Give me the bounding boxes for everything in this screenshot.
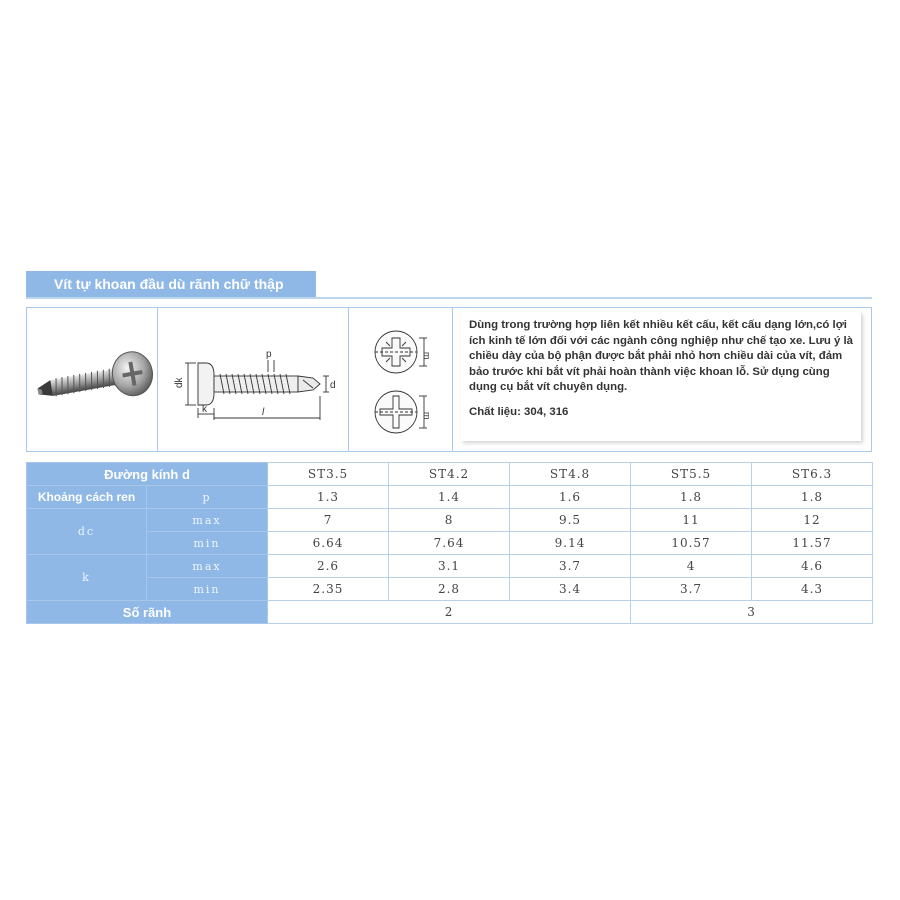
value-cell: 2.6 — [268, 555, 389, 578]
label-l: l — [262, 407, 265, 418]
value-cell: 11 — [631, 509, 752, 532]
value-cell: 7 — [268, 509, 389, 532]
value-cell: 1.8 — [752, 486, 873, 509]
size-cell: ST5.5 — [631, 463, 752, 486]
side-drawing — [158, 308, 349, 451]
pitch-label: Khoảng cách ren — [27, 486, 147, 509]
table-row — [27, 601, 873, 624]
value-cell: 9.14 — [510, 532, 631, 555]
size-cell: ST4.8 — [510, 463, 631, 486]
pitch-sub: p — [147, 486, 268, 509]
description-cell — [453, 308, 871, 451]
value-cell: 1.6 — [510, 486, 631, 509]
label-k: k — [202, 404, 207, 415]
table-row — [27, 486, 873, 509]
k-min-sub: min — [147, 578, 268, 601]
table-row — [27, 463, 873, 486]
value-cell: 2 — [268, 601, 631, 624]
value-cell: 3.7 — [510, 555, 631, 578]
value-cell: 1.4 — [389, 486, 510, 509]
description-text: Dùng trong trường hợp liên kết nhiều kết cấu, kết cấu dạng lớn,có lợi ích kinh tế lớn đối với các ngành công nghiệp như chế tạo xe. Lưu ý là chiều dày của bộ phận được bắt phải nhỏ hơn chiều dài của vít, đảm bảo trước khi bắt vít phải hoàn thành việc khoan lỗ. Sử dụng cùng dụng cụ bắt vít chuyên dụng. — [469, 319, 853, 393]
k-max-sub: max — [147, 555, 268, 578]
value-cell: 2.35 — [268, 578, 389, 601]
figure-row — [26, 307, 872, 452]
screw-head-drawing-icon — [349, 308, 452, 451]
value-cell: 10.57 — [631, 532, 752, 555]
value-cell: 6.64 — [268, 532, 389, 555]
value-cell: 3.1 — [389, 555, 510, 578]
value-cell: 7.64 — [389, 532, 510, 555]
dc-max-sub: max — [147, 509, 268, 532]
section-title: Vít tự khoan đầu dù rãnh chữ thập — [26, 271, 316, 298]
table-row — [27, 555, 873, 578]
value-cell: 2.8 — [389, 578, 510, 601]
size-cell: ST3.5 — [268, 463, 389, 486]
value-cell: 4.6 — [752, 555, 873, 578]
screw-photo — [27, 308, 158, 451]
screw-photo-icon — [27, 308, 157, 451]
label-p: p — [266, 349, 272, 360]
label-m-bottom: m — [422, 412, 432, 420]
value-cell: 3.7 — [631, 578, 752, 601]
table-row — [27, 532, 873, 555]
k-label: k — [27, 555, 147, 601]
value-cell: 8 — [389, 509, 510, 532]
value-cell: 9.5 — [510, 509, 631, 532]
value-cell: 1.3 — [268, 486, 389, 509]
dc-label: dc — [27, 509, 147, 555]
description-box — [461, 312, 861, 441]
head-drawing — [349, 308, 453, 451]
dc-min-sub: min — [147, 532, 268, 555]
table-row — [27, 578, 873, 601]
screw-side-drawing-icon — [158, 308, 348, 451]
size-cell: ST4.2 — [389, 463, 510, 486]
table-row — [27, 509, 873, 532]
value-cell: 4.3 — [752, 578, 873, 601]
label-m-top: m — [422, 352, 432, 360]
value-cell: 3.4 — [510, 578, 631, 601]
title-divider — [26, 297, 872, 299]
material-text: Chất liệu: 304, 316 — [469, 405, 569, 418]
label-d: d — [330, 380, 336, 391]
value-cell: 4 — [631, 555, 752, 578]
spec-table — [26, 462, 873, 624]
label-dk: dk — [174, 377, 185, 388]
slots-label: Số rãnh — [27, 601, 268, 624]
value-cell: 1.8 — [631, 486, 752, 509]
value-cell: 12 — [752, 509, 873, 532]
value-cell: 11.57 — [752, 532, 873, 555]
size-cell: ST6.3 — [752, 463, 873, 486]
value-cell: 3 — [631, 601, 873, 624]
diameter-header: Đường kính d — [27, 463, 268, 486]
